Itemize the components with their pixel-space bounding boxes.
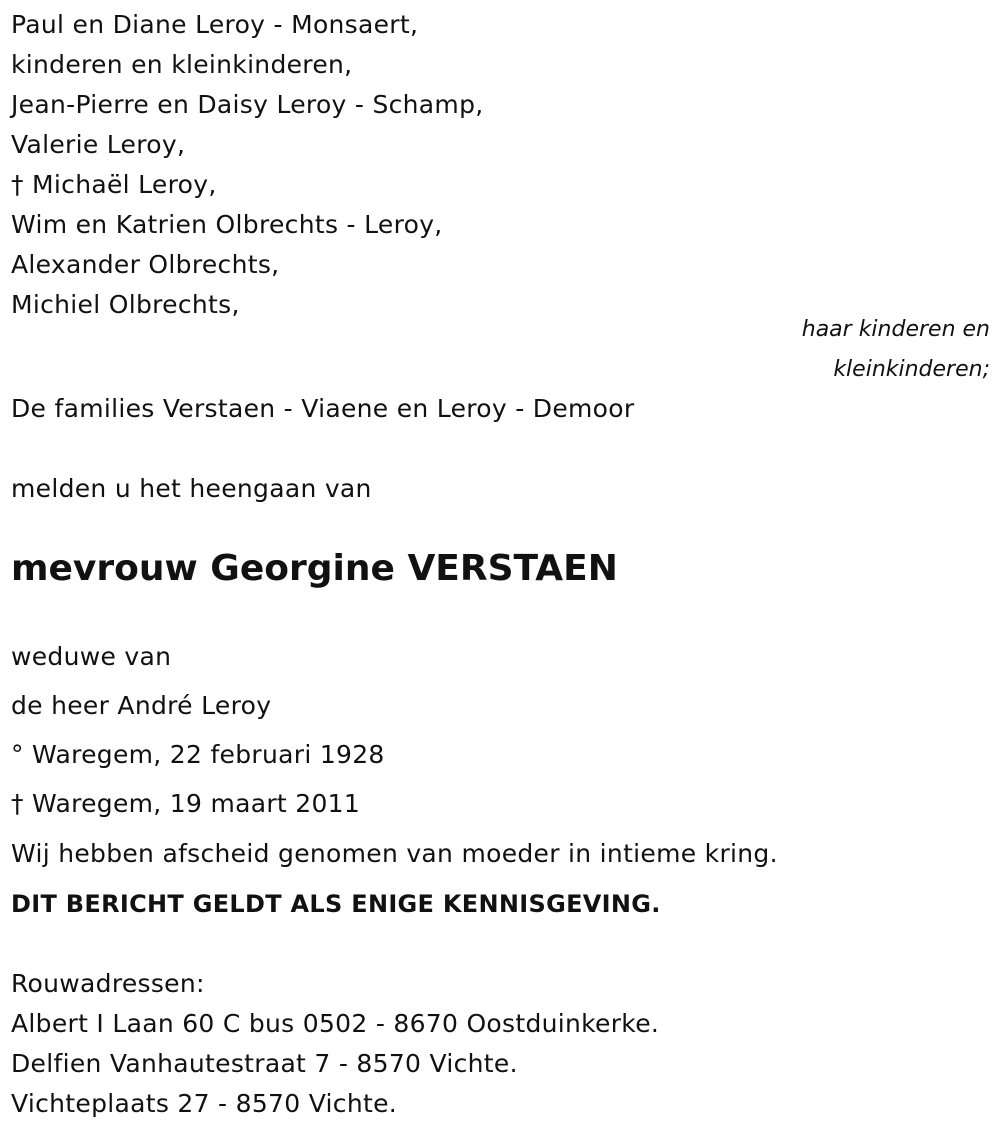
relation-line: haar kinderen en — [801, 317, 990, 342]
address-line: Albert I Laan 60 C bus 0502 - 8670 Oostduinkerke. — [11, 1009, 660, 1038]
family-line: Alexander Olbrechts, — [11, 250, 280, 279]
family-line: Paul en Diane Leroy - Monsaert, — [11, 10, 419, 39]
family-line: kinderen en kleinkinderen, — [11, 50, 353, 79]
family-line: Valerie Leroy, — [11, 130, 186, 159]
addresses-label: Rouwadressen: — [11, 969, 205, 998]
notice-text: DIT BERICHT GELDT ALS ENIGE KENNISGEVING. — [11, 890, 661, 918]
family-line: Jean-Pierre en Daisy Leroy - Schamp, — [11, 90, 484, 119]
family-line: Wim en Katrien Olbrechts - Leroy, — [11, 210, 443, 239]
widow-of-label: weduwe van — [11, 642, 172, 671]
families-line: De families Verstaen - Viaene en Leroy - Demoor — [11, 394, 635, 423]
family-line: Michiel Olbrechts, — [11, 290, 240, 319]
address-line: Vichteplaats 27 - 8570 Vichte. — [11, 1089, 398, 1118]
death-info: † Waregem, 19 maart 2011 — [11, 789, 361, 818]
relation-line: kleinkinderen; — [833, 357, 990, 382]
deceased-name: mevrouw Georgine VERSTAEN — [11, 548, 618, 589]
birth-info: ° Waregem, 22 februari 1928 — [11, 740, 385, 769]
farewell-text: Wij hebben afscheid genomen van moeder in intieme kring. — [11, 839, 778, 868]
announce-text: melden u het heengaan van — [11, 474, 372, 503]
spouse-name: de heer André Leroy — [11, 691, 272, 720]
family-line: † Michaël Leroy, — [11, 170, 217, 199]
address-line: Delfien Vanhautestraat 7 - 8570 Vichte. — [11, 1049, 518, 1078]
